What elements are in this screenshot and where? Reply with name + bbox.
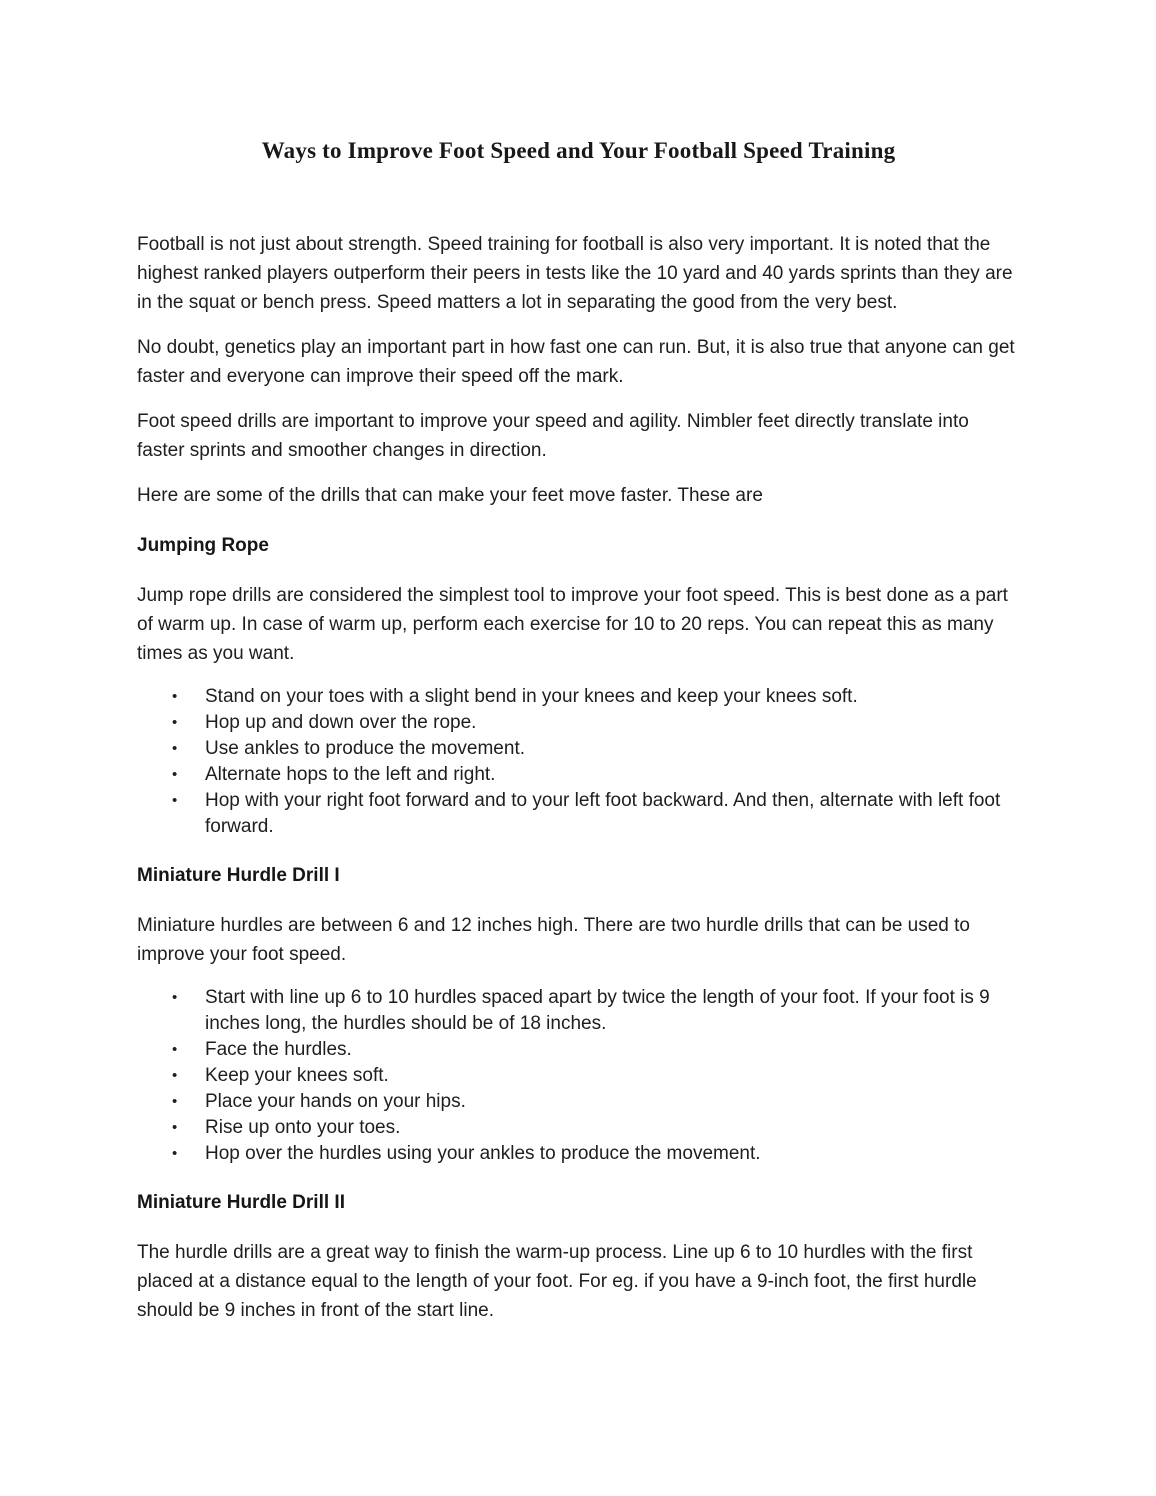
bullet-item xyxy=(172,1141,1020,1167)
bullet-dot-icon: • xyxy=(172,766,178,783)
bullet-dot-icon: • xyxy=(172,1093,178,1110)
intro-paragraph-3: Foot speed drills are important to improve your speed and agility. Nimbler feet directly translate into faster sprints and smoother changes in direction. xyxy=(137,411,969,461)
intro-paragraph-1: Football is not just about strength. Speed training for football is also very important. It is noted that the highest ranked players outperform their peers in tests like the 10 yard and 40 yards sprints than they are in the squat or bench press. Speed matters a lot in separating the good from the very best. xyxy=(137,234,1013,313)
bullet-text: Face the hurdles. xyxy=(205,1039,352,1060)
bullet-item xyxy=(172,985,1020,1037)
section-heading-miniature-hurdle-drill-2: Miniature Hurdle Drill II xyxy=(137,1192,345,1213)
bullet-text: Place your hands on your hips. xyxy=(205,1091,466,1112)
bullet-dot-icon: • xyxy=(172,1041,178,1058)
bullet-text: Hop over the hurdles using your ankles to produce the movement. xyxy=(205,1143,761,1164)
bullet-dot-icon: • xyxy=(172,989,178,1006)
document-title: Ways to Improve Foot Speed and Your Football Speed Training xyxy=(261,138,896,163)
bullet-item xyxy=(172,762,1020,788)
bullet-text: Stand on your toes with a slight bend in your knees and keep your knees soft. xyxy=(205,686,858,707)
section-heading-jumping-rope: Jumping Rope xyxy=(137,535,269,556)
intro-paragraph-4: Here are some of the drills that can make your feet move faster. These are xyxy=(137,485,763,506)
bullet-dot-icon: • xyxy=(172,792,178,809)
bullet-text: Hop up and down over the rope. xyxy=(205,712,477,733)
bullet-dot-icon: • xyxy=(172,688,178,705)
bullet-item xyxy=(172,1037,1020,1063)
bullet-item xyxy=(172,1063,1020,1089)
title-spacer xyxy=(137,164,1020,230)
bullet-text: Rise up onto your toes. xyxy=(205,1117,401,1138)
bullet-item xyxy=(172,1089,1020,1115)
intro-paragraph-2: No doubt, genetics play an important part in how fast one can run. But, it is also true that anyone can get faster and everyone can improve their speed off the mark. xyxy=(137,337,1015,387)
bullet-dot-icon: • xyxy=(172,1145,178,1162)
bullet-item xyxy=(172,736,1020,762)
bullet-list-miniature-hurdle-drill-1 xyxy=(137,985,1020,1167)
section-body-jumping-rope: Jump rope drills are considered the simplest tool to improve your foot speed. This is best done as a part of warm up. In case of warm up, perform each exercise for 10 to 20 reps. You can repeat this as many times as you want. xyxy=(137,585,1008,664)
bullet-text: Keep your knees soft. xyxy=(205,1065,389,1086)
section-body-miniature-hurdle-drill-2: The hurdle drills are a great way to finish the warm-up process. Line up 6 to 10 hurdles with the first placed at a distance equal to the length of your foot. For eg. if you have a 9-inch foot, the first hurdle should be 9 inches in front of the start line. xyxy=(137,1242,977,1321)
bullet-item xyxy=(172,684,1020,710)
bullet-list-jumping-rope xyxy=(137,684,1020,840)
bullet-dot-icon: • xyxy=(172,1119,178,1136)
bullet-text: Alternate hops to the left and right. xyxy=(205,764,496,785)
bullet-dot-icon: • xyxy=(172,1067,178,1084)
bullet-item xyxy=(172,1115,1020,1141)
bullet-text: Use ankles to produce the movement. xyxy=(205,738,526,759)
bullet-item xyxy=(172,710,1020,736)
bullet-item xyxy=(172,788,1020,840)
bullet-dot-icon: • xyxy=(172,714,178,731)
bullet-text: Start with line up 6 to 10 hurdles spaced apart by twice the length of your foot. If your foot is 9 inches long, the hurdles should be of 18 inches. xyxy=(205,987,990,1034)
bullet-text: Hop with your right foot forward and to your left foot backward. And then, alternate with left foot forward. xyxy=(205,790,1001,837)
section-body-miniature-hurdle-drill-1: Miniature hurdles are between 6 and 12 inches high. There are two hurdle drills that can be used to improve your foot speed. xyxy=(137,915,970,965)
bullet-dot-icon: • xyxy=(172,740,178,757)
section-heading-miniature-hurdle-drill-1: Miniature Hurdle Drill I xyxy=(137,865,340,886)
